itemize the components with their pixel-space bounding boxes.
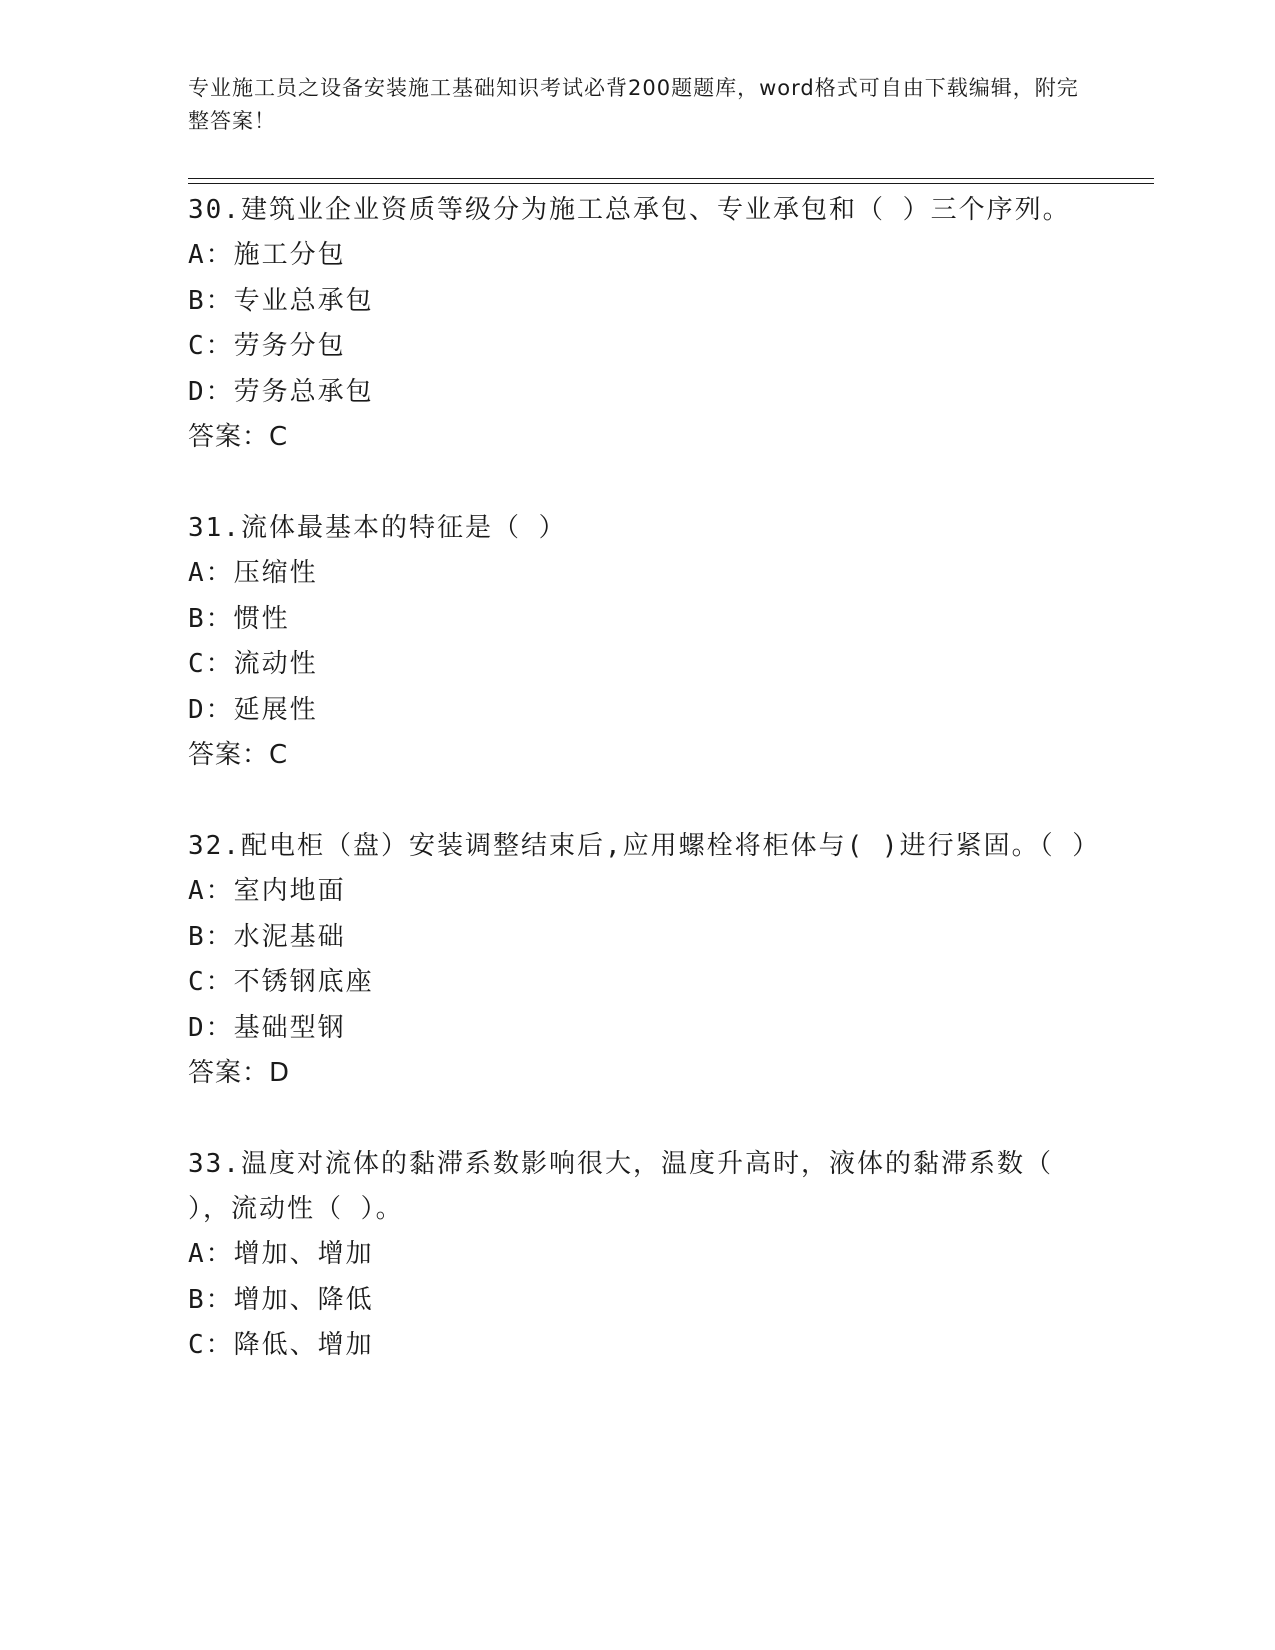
question-text: 32.配电柜（盘）安装调整结束后,应用螺栓将柜体与( )进行紧固。（ ）	[188, 831, 1101, 861]
option-c: C：流动性	[188, 649, 318, 679]
header-rule-bottom	[188, 183, 1154, 184]
question-30	[188, 188, 1088, 460]
option-a: A：施工分包	[188, 240, 346, 270]
option-b: B：增加、降低	[188, 1284, 374, 1315]
question-text: 31.流体最基本的特征是（ ）	[188, 513, 567, 543]
option-d: D：基础型钢	[188, 1012, 346, 1043]
option-a: A：增加、增加	[188, 1239, 374, 1269]
question-33	[188, 1142, 1088, 1369]
option-a: A：室内地面	[188, 876, 346, 906]
option-c: C：劳务分包	[188, 331, 346, 361]
option-b: B：水泥基础	[188, 921, 346, 952]
question-list	[188, 188, 1101, 1415]
option-d: D：延展性	[188, 694, 318, 725]
header-rule-top	[188, 178, 1154, 179]
answer-line: 答案：D	[188, 1058, 291, 1088]
question-32	[188, 824, 1101, 1096]
option-c: C：降低、增加	[188, 1330, 374, 1360]
option-d: D：劳务总承包	[188, 376, 374, 407]
answer-line: 答案：C	[188, 422, 289, 452]
question-text: 30.建筑业企业资质等级分为施工总承包、专业承包和（ ）三个序列。	[188, 195, 1071, 225]
question-text: 33.温度对流体的黏滞系数影响很大，温度升高时，液体的黏滞系数（ ），流动性（ ）。	[188, 1149, 1053, 1224]
option-b: B：惯性	[188, 603, 290, 634]
question-31	[188, 506, 1088, 778]
option-a: A：压缩性	[188, 558, 318, 588]
answer-line: 答案：C	[188, 740, 289, 770]
option-c: C：不锈钢底座	[188, 967, 374, 997]
option-b: B：专业总承包	[188, 285, 374, 316]
document-header: 专业施工员之设备安装施工基础知识考试必背200题题库，word格式可自由下载编辑，附完整答案！	[188, 76, 1079, 133]
